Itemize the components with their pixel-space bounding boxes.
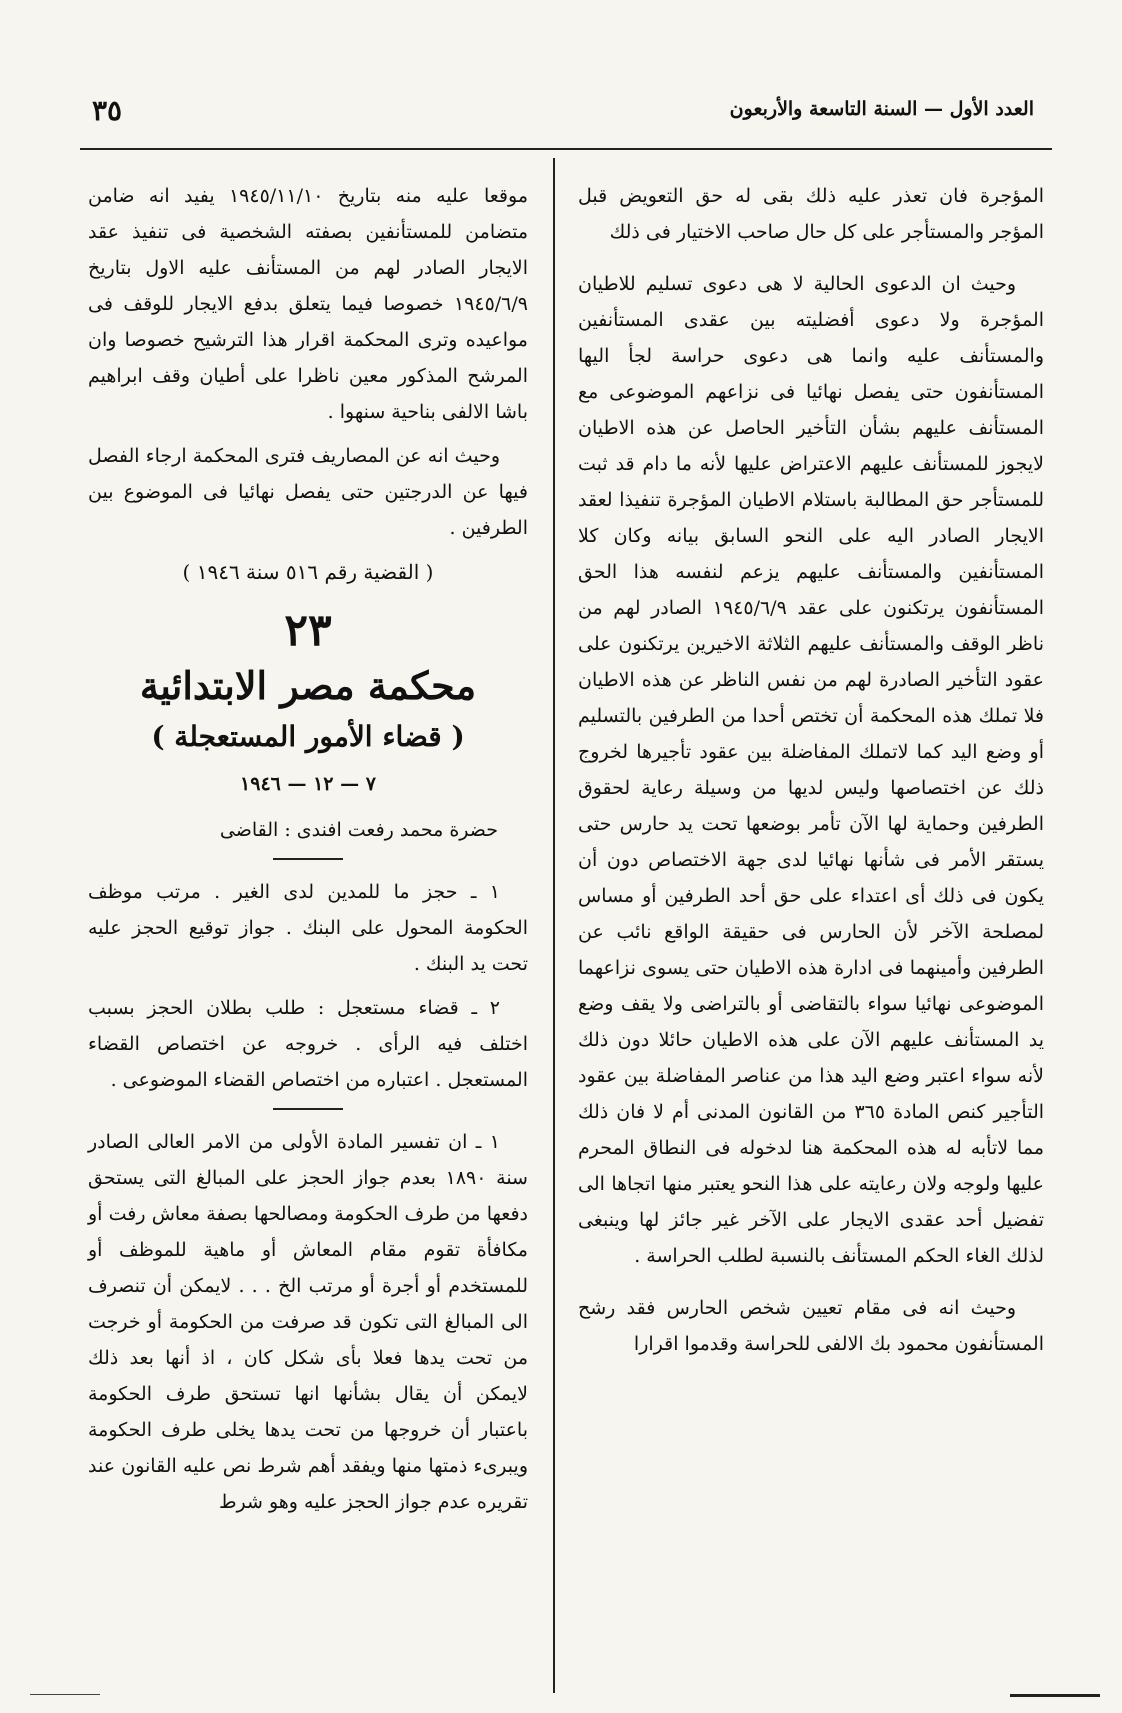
page-header xyxy=(92,92,1044,136)
case-reference: ( القضية رقم ٥١٦ سنة ١٩٤٦ ) xyxy=(182,560,434,584)
court-division: ( قضاء الأمور المستعجلة ) xyxy=(151,720,465,753)
paragraph: وحيث ان الدعوى الحالية لا هى دعوى تسليم للاطيان المؤجرة ولا دعوى أفضليته بين عقدى المستأنفين والمستأنف عليه وانما هى دعوى حراسة لجأ اليها المستأنفون حتى يفصل نهائيا فى نزاعهم الموضوعى مع المستأنف عليهم بشأن التأخير الحاصل عن هذه الاطيان لايجوز للمستأنف عليهم الاعتراض عليها لأنه ما دام قد ثبت للمستأجر حق المطالبة باستلام الاطيان المؤجرة تنفيذا لعقد الايجار الصادر اليه على النحو السابق بيانه وكان كلا المستأنفين والمستأنف عليهم يزعم لنفسه هذا الحق المستأنفون يرتكنون على عقد ١٩٤٥/٦/٩ الصادر لهم من ناظر الوقف والمستأنف عليهم الثلاثة الاخيرين يرتكنون على عقود التأخير الصادرة لهم من نفس الناظر عن هذه الاطيان فلا تملك هذه المحكمة أن تختص أحدا من الطرفين بالتسليم أو وضع اليد كما لاتملك المفاضلة بين عقود تأجيرها لخروج ذلك عن اختصاصها وليس لديها من وسيلة رعاية لحقوق الطرفين وحماية لها الآن تأمر بوضعها تحت يد حارس حتى يستقر الأمر فى شأنها نهائيا لدى جهة الاختصاص دون أن يكون فى ذلك أى اعتداء على حق أحد الطرفين أو مساس لمصلحة الآخر لأن الحارس فى حقيقة الواقع نائب عن الطرفين وأمينهما فى ادارة هذه الاطيان حتى يسوى نزاعهما الموضوعى نهائيا سواء بالتقاضى أو بالتراضى ولا يقف وضع يد المستأنف عليهم الآن على هذه الاطيان حائلا دون ذلك لأنه سواء اعتبر وضع اليد هذا من عناصر المفاضلة بين عقود التأجير كنص المادة ٣٦٥ من القانون المدنى أم لا فان ذلك مما لاتأبه له هذه المحكمة هنا لدخوله فى النطاق المحرم عليها ولوجه ولان رعايته على هذا النحو يعتبر منها اتجاها الى تفضيل أحد عقدى الايجار على الآخر غير جائز لها وينبغى لذلك الغاء الحكم المستأنف بالنسبة لطلب الحراسة . xyxy=(578,273,1045,1267)
footer-rule xyxy=(1010,1694,1100,1697)
section-rule xyxy=(273,1108,343,1110)
right-column xyxy=(578,178,1044,1378)
judgment-date: ٧ — ١٢ — ١٩٤٦ xyxy=(240,773,376,795)
headnote: ١ ـ حجز ما للمدين لدى الغير . مرتب موظف الحكومة المحول على البنك . جواز توقيع الحجز عليه تحت يد البنك . xyxy=(88,881,528,975)
footer-rule xyxy=(30,1694,100,1695)
running-title: العدد الأول — السنة التاسعة والأربعون xyxy=(729,98,1034,120)
paragraph: المؤجرة فان تعذر عليه ذلك بقى له حق التعويض قبل المؤجر والمستأجر على كل حال صاحب الاختيار فى ذلك xyxy=(578,185,1044,243)
case-number: ٢٣ xyxy=(284,605,332,656)
headnote: ٢ ـ قضاء مستعجل : طلب بطلان الحجز بسبب اختلف فيه الرأى . خروجه عن اختصاص القضاء المستعجل . اعتباره من اختصاص القضاء الموضوعى . xyxy=(88,997,528,1091)
paragraph: ١ ـ ان تفسير المادة الأولى من الامر العالى الصادر سنة ١٨٩٠ بعدم جواز الحجز على المبالغ التى يستحق دفعها من طرف الحكومة ومصالحها بصفة معاش رفت أو مكافأة تقوم مقام المعاش أو ماهية للموظف أو للمستخدم أو أجرة أو مرتب الخ . . . لايمكن أن تنصرف الى المبالغ التى تكون قد صرفت من الحكومة أو خرجت من تحت يدها فعلا بأى شكل كان ، اذ أنها بعد ذلك لايمكن أن يقال بشأنها انها تستحق طرف الحكومة باعتبار أن خروجها من تحت يدها يخلى طرف الحكومة ويبرىء ذمتها منها ويفقد أهم شرط نص عليه القانون عند تقريره عدم جواز الحجز عليه وهو شرط xyxy=(88,1131,528,1513)
court-name: محكمة مصر الابتدائية xyxy=(139,663,477,708)
left-column xyxy=(88,178,528,1536)
section-rule xyxy=(273,858,343,860)
paragraph: وحيث انه عن المصاريف فترى المحكمة ارجاء الفصل فيها عن الدرجتين حتى يفصل نهائيا فى الموضوع بين الطرفين . xyxy=(88,445,528,539)
page-number: ٣٥ xyxy=(92,94,123,127)
column-divider xyxy=(553,158,555,1693)
judge-line: حضرة محمد رفعت افندى : القاضى xyxy=(219,819,498,841)
header-rule xyxy=(80,148,1052,150)
paragraph: موقعا عليه منه بتاريخ ١٩٤٥/١١/١٠ يفيد انه ضامن متضامن للمستأنفين بصفته الشخصية فى تنفيذ عقد الايجار الصادر لهم من المستأنف عليه الاول بتاريخ ١٩٤٥/٦/٩ خصوصا فيما يتعلق بدفع الايجار للوقف فى مواعيده وترى المحكمة اقرار هذا الترشيح خصوصا وان المرشح المذكور معين ناظرا على أطيان وقف ابراهيم باشا الالفى بناحية سنهوا . xyxy=(88,185,528,423)
paragraph: وحيث انه فى مقام تعيين شخص الحارس فقد رشح المستأنفون محمود بك الالفى للحراسة وقدموا اقرارا xyxy=(578,1297,1044,1355)
